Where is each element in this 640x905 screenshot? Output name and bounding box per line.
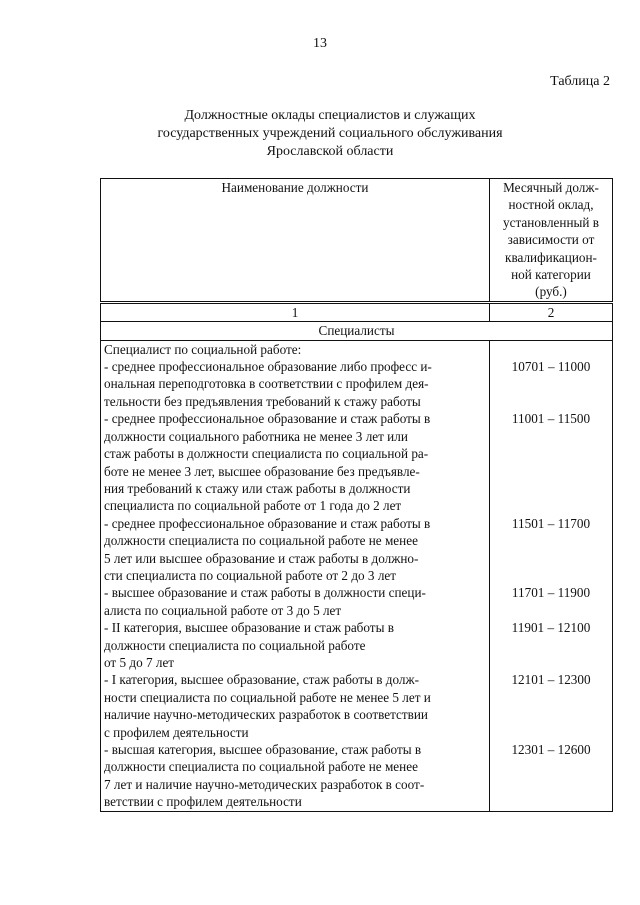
description-line: - среднее профессиональное образование и стаж работы в [104, 515, 431, 531]
description-line: сти специалиста по социальной работе от 2 до 3 лет [104, 567, 397, 583]
header-salary-line: ностной оклад, [508, 197, 594, 213]
description-line: 7 лет и наличие научно-методических разработок в соот- [104, 776, 425, 792]
description-line: специалиста по социальной работе от 1 года до 2 лет [104, 498, 402, 514]
description-line: должности специалиста по социальной работе не менее [104, 533, 418, 549]
description-line: 5 лет или высшее образование и стаж работы в должно- [104, 550, 419, 566]
column-number-row [101, 302, 613, 321]
description-line: должности специалиста по социальной работе [104, 637, 366, 653]
description-line: - высшее образование и стаж работы в должности специ- [104, 585, 426, 601]
table-label: Таблица 2 [550, 74, 610, 89]
salary-range: 10701 – 11000 [511, 359, 591, 375]
description-line: ния требований к стажу или стаж работы в должности [104, 480, 411, 496]
header-salary [490, 179, 613, 303]
title-line: государственных учреждений социального обслуживания [157, 126, 503, 141]
description-line: - среднее профессиональное образование и стаж работы в [104, 411, 431, 427]
table-row [101, 340, 613, 811]
section-row [101, 322, 613, 340]
position-description [101, 340, 490, 811]
salary-range: 11901 – 12100 [511, 619, 591, 635]
column-number: 1 [101, 302, 490, 321]
description-line: должности социального работника не менее 3 лет или [104, 428, 408, 444]
description-line: - I категория, высшее образование, стаж работы в долж- [104, 672, 420, 688]
description-line: должности специалиста по социальной работе не менее [104, 759, 418, 775]
description-line: ности специалиста по социальной работе не менее 5 лет и [104, 689, 431, 705]
page-number: 13 [313, 36, 327, 51]
description-line: боте не менее 3 лет, высшее образование без предъявле- [104, 463, 420, 479]
salary-range: 12301 – 12600 [511, 741, 591, 757]
header-salary-line: зависимости от [507, 232, 595, 248]
column-number: 2 [490, 302, 613, 321]
description-line: с профилем деятельности [104, 724, 249, 740]
salary-range: 12101 – 12300 [511, 672, 591, 688]
salary-range: 11701 – 11900 [511, 585, 591, 601]
description-line: - высшая категория, высшее образование, стаж работы в [104, 742, 422, 757]
description-line: наличие научно-методических разработок в соответствии [104, 707, 428, 723]
header-position-name: Наименование должности [101, 179, 490, 303]
salary-table [100, 178, 613, 812]
title-line: Должностные оклады специалистов и служащих [184, 108, 476, 123]
salary-range: 11001 – 11500 [511, 411, 591, 427]
table-title [130, 107, 530, 161]
salary-ranges [490, 340, 613, 811]
header-salary-line: (руб.) [535, 284, 567, 300]
description-line: алиста по социальной работе от 3 до 5 лет [104, 602, 342, 618]
description-line: ональная переподготовка в соответствии с профилем дея- [104, 376, 429, 392]
description-line: - среднее профессиональное образование либо професс и- [104, 359, 432, 375]
description-line: от 5 до 7 лет [104, 654, 175, 670]
header-salary-line: квалификацион- [505, 249, 597, 265]
section-title: Специалисты [101, 322, 613, 340]
title-line: Ярославской области [266, 144, 394, 159]
description-line: ветствии с профилем деятельности [104, 794, 302, 810]
header-salary-line: ной категории [511, 267, 591, 283]
description-line: тельности без предъявления требований к стажу работы [104, 393, 421, 409]
salary-range: 11501 – 11700 [511, 515, 591, 531]
description-line: - II категория, высшее образование и стаж работы в [104, 620, 394, 636]
position-intro: Специалист по социальной работе: [104, 341, 302, 357]
description-line: стаж работы в должности специалиста по социальной ра- [104, 446, 429, 462]
header-salary-line: установленный в [503, 214, 599, 230]
table-header-row [101, 179, 613, 303]
header-salary-line: Месячный долж- [503, 180, 599, 195]
